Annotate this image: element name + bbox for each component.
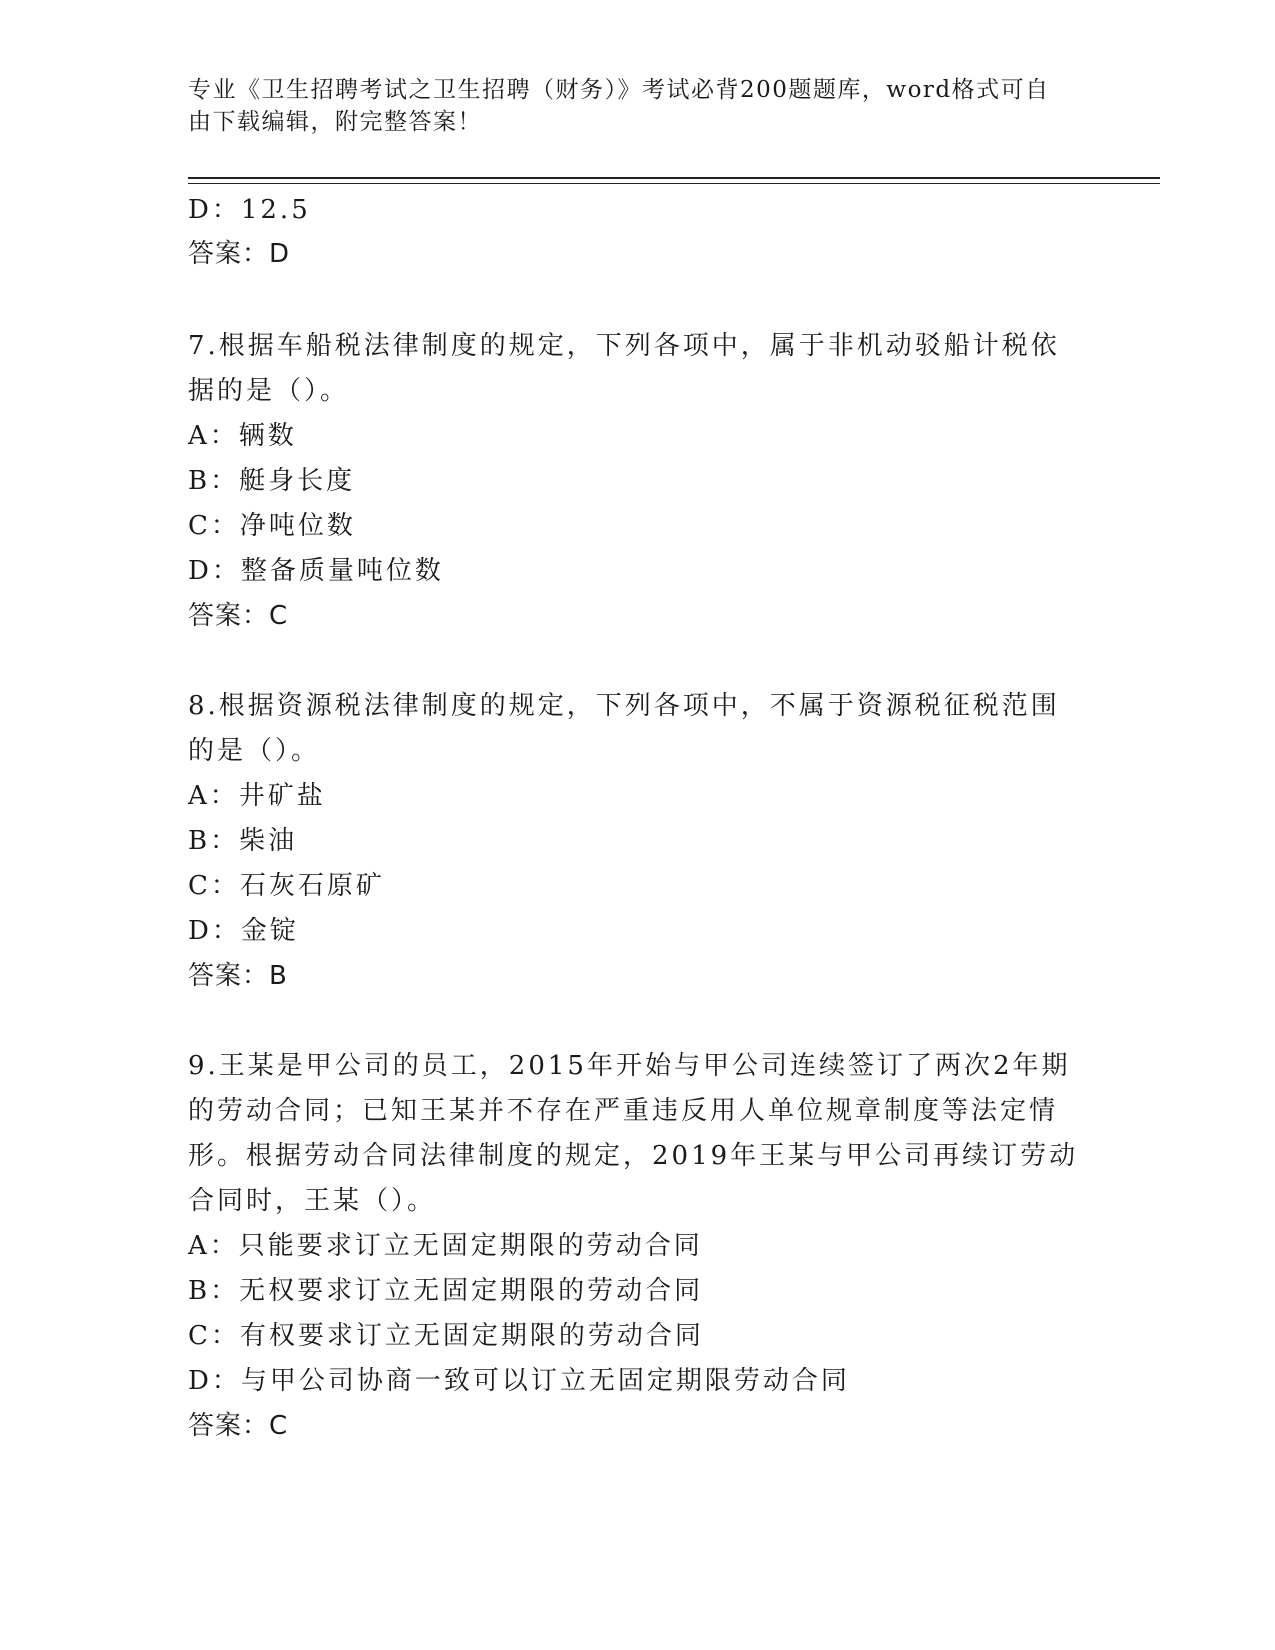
question-9-option-b: B：无权要求订立无固定期限的劳动合同 [188,1276,704,1306]
question-9-option-d: D：与甲公司协商一致可以订立无固定期限劳动合同 [188,1366,850,1396]
question-7-stem-line-2: 据的是（）。 [188,376,350,406]
document-header [188,74,1068,138]
question-8-option-a: A：井矿盐 [188,781,326,811]
header-rule-thin [188,183,1160,184]
question-7-answer: 答案：C [188,601,289,631]
question-8-answer: 答案：B [188,961,288,991]
question-7-option-d: D：整备质量吨位数 [188,556,444,586]
header-line-2: 由下载编辑，附完整答案！ [188,109,482,135]
question-8-option-c: C：石灰石原矿 [188,871,385,901]
question-7-option-b: B：艇身长度 [188,466,356,496]
question-9-option-c: C：有权要求订立无固定期限的劳动合同 [188,1321,704,1351]
question-9-stem-line-1: 9.王某是甲公司的员工，2015年开始与甲公司连续签订了两次2年期 [188,1051,1071,1081]
prev-answer: 答案：D [188,239,291,269]
question-9-option-a: A：只能要求订立无固定期限的劳动合同 [188,1231,703,1261]
question-8-stem-line-2: 的是（）。 [188,736,321,766]
question-7-option-a: A：辆数 [188,421,297,451]
question-8-stem-line-1: 8.根据资源税法律制度的规定，下列各项中，不属于资源税征税范围 [188,691,1060,721]
question-9-stem-line-2: 的劳动合同；已知王某并不存在严重违反用人单位规章制度等法定情 [188,1096,1059,1126]
question-9-stem-line-3: 形。根据劳动合同法律制度的规定，2019年王某与甲公司再续订劳动 [188,1141,1079,1171]
question-8-option-d: D：金锭 [188,916,299,946]
header-rule-thick [188,177,1160,179]
question-7-option-c: C：净吨位数 [188,511,356,541]
question-9-stem-line-4: 合同时，王某（）。 [188,1186,437,1216]
header-line-1: 专业《卫生招聘考试之卫生招聘（财务）》考试必背200题题库，word格式可自 [188,77,1050,103]
question-7-stem-line-1: 7.根据车船税法律制度的规定，下列各项中，属于非机动驳船计税依 [188,331,1060,361]
question-9-answer: 答案：C [188,1411,289,1441]
prev-option-d: D：12.5 [188,195,311,225]
question-8-option-b: B：柴油 [188,826,298,856]
